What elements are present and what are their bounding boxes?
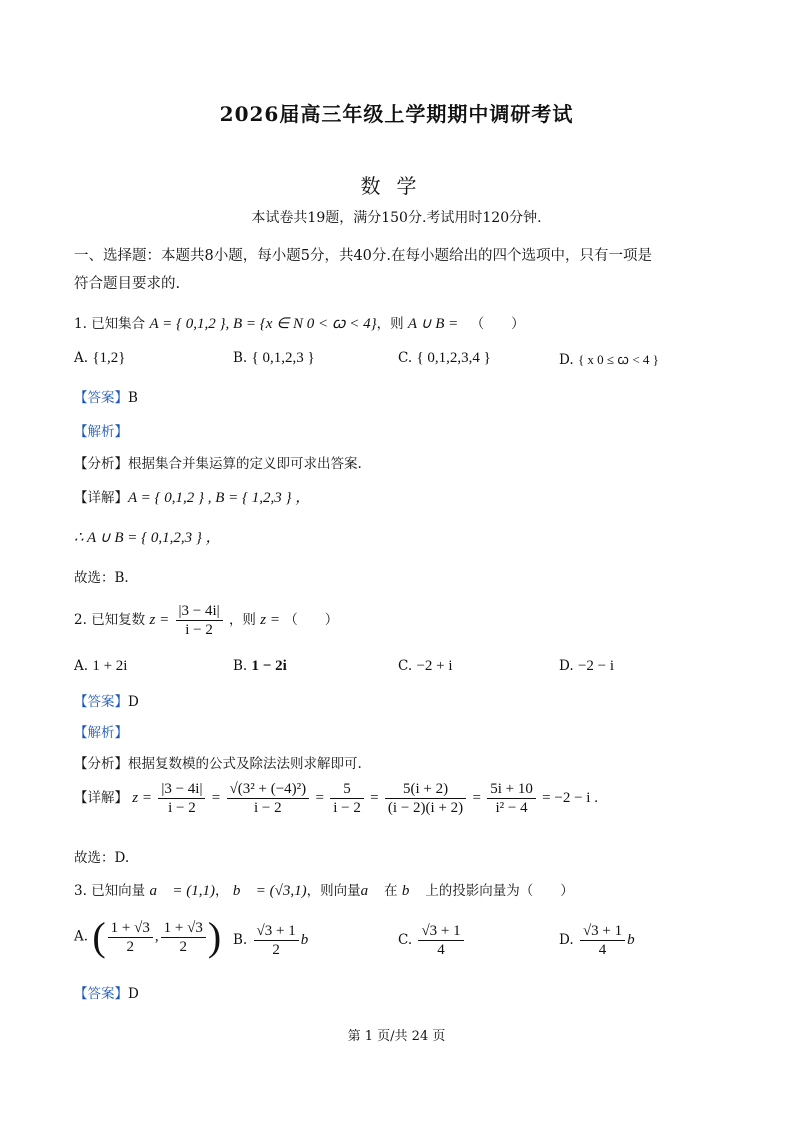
q1-answer: 【答案】B xyxy=(74,390,138,406)
q3-option-b: B. $\frac{√3 + 1}{2}$ b⃗ xyxy=(233,923,320,958)
page-footer: 第 1 页/共 24 页 xyxy=(347,1029,446,1044)
q1-option-c: C. { 0,1,2,3,4 } xyxy=(398,350,491,366)
section-line-2: 符合题目要求的. xyxy=(74,276,181,292)
q2-option-d: D. −2 − i xyxy=(559,658,615,674)
section-line-1: 一、选择题：本题共8小题，每小题5分，共40分.在每小题给出的四个选项中，只有一项是 xyxy=(74,248,653,264)
q1-fenxi: 【分析】根据集合并集运算的定义即可求出答案. xyxy=(74,456,362,472)
q3-option-a: A. ( $\frac{1 + √3}{2}$ , $\frac{1 + √3}{2}$ ) xyxy=(74,914,222,959)
question-2: 2. 已知复数 z = $\frac{|3 - 4i|}{i - 2}$ ，则 z = （ ） xyxy=(74,603,339,638)
q2-detail: 【详解】 z = $\frac{|3 - 4i|}{i - 2}$ = $\frac{\text{√(3² + (−4)²)}}{i - 2}$ = $\frac{5}{i - 2}$ = $\frac{5(i + 2)}{(i - 2)(i + 2)}$ = $\frac{5i + 10}{\text{i² − 4}}$ = −2 − i . xyxy=(74,781,598,816)
q2-choose: 故选：D. xyxy=(74,850,130,866)
exam-info: 本试卷共19题，满分150分.考试用时120分钟. xyxy=(251,210,542,226)
q3-answer: 【答案】D xyxy=(74,986,139,1002)
question-1: 1. 已知集合 A = { 0,1,2 }, B = {x ∈ N 0 < ꞷ < 4}，则 A ∪ B = （ ） xyxy=(74,316,525,332)
q2-option-b: B. 1 − 2i xyxy=(233,658,287,674)
q1-choose: 故选：B. xyxy=(74,570,129,586)
q2-option-c: C. −2 + i xyxy=(398,658,453,674)
q3-option-d: D. $\frac{√3 + 1}{4}$ b⃗ xyxy=(559,923,647,958)
q3-option-c: C. $\frac{√3 + 1}{4}$ xyxy=(398,922,466,959)
q1-option-b: B. { 0,1,2,3 } xyxy=(233,350,315,366)
q2-option-a: A. 1 + 2i xyxy=(74,658,128,674)
q2-fenxi: 【分析】根据复数模的公式及除法法则求解即可. xyxy=(74,756,362,772)
q1-option-d: D. { x 0 ≤ ꞷ < 4 } xyxy=(559,352,659,368)
q1-detail: 【详解】A = { 0,1,2 } , B = { 1,2,3 } ， xyxy=(74,490,311,506)
q2-answer: 【答案】D xyxy=(74,694,139,710)
question-3: 3. 已知向量 a⃗ = (1,1)， b⃗ = (√3,1)，则向量a⃗ 在 b⃗ 上的投影向量为（ ） xyxy=(74,883,574,899)
page-title: 2026届高三年级上学期期中调研考试 xyxy=(219,102,574,126)
subject-heading: 数学 xyxy=(360,174,433,198)
q1-analysis-label: 【解析】 xyxy=(74,424,128,440)
q2-analysis-label: 【解析】 xyxy=(74,725,128,741)
q1-option-a: A. {1,2} xyxy=(74,350,126,366)
q1-therefore: ∴ A ∪ B = { 0,1,2,3 } ， xyxy=(74,530,221,546)
